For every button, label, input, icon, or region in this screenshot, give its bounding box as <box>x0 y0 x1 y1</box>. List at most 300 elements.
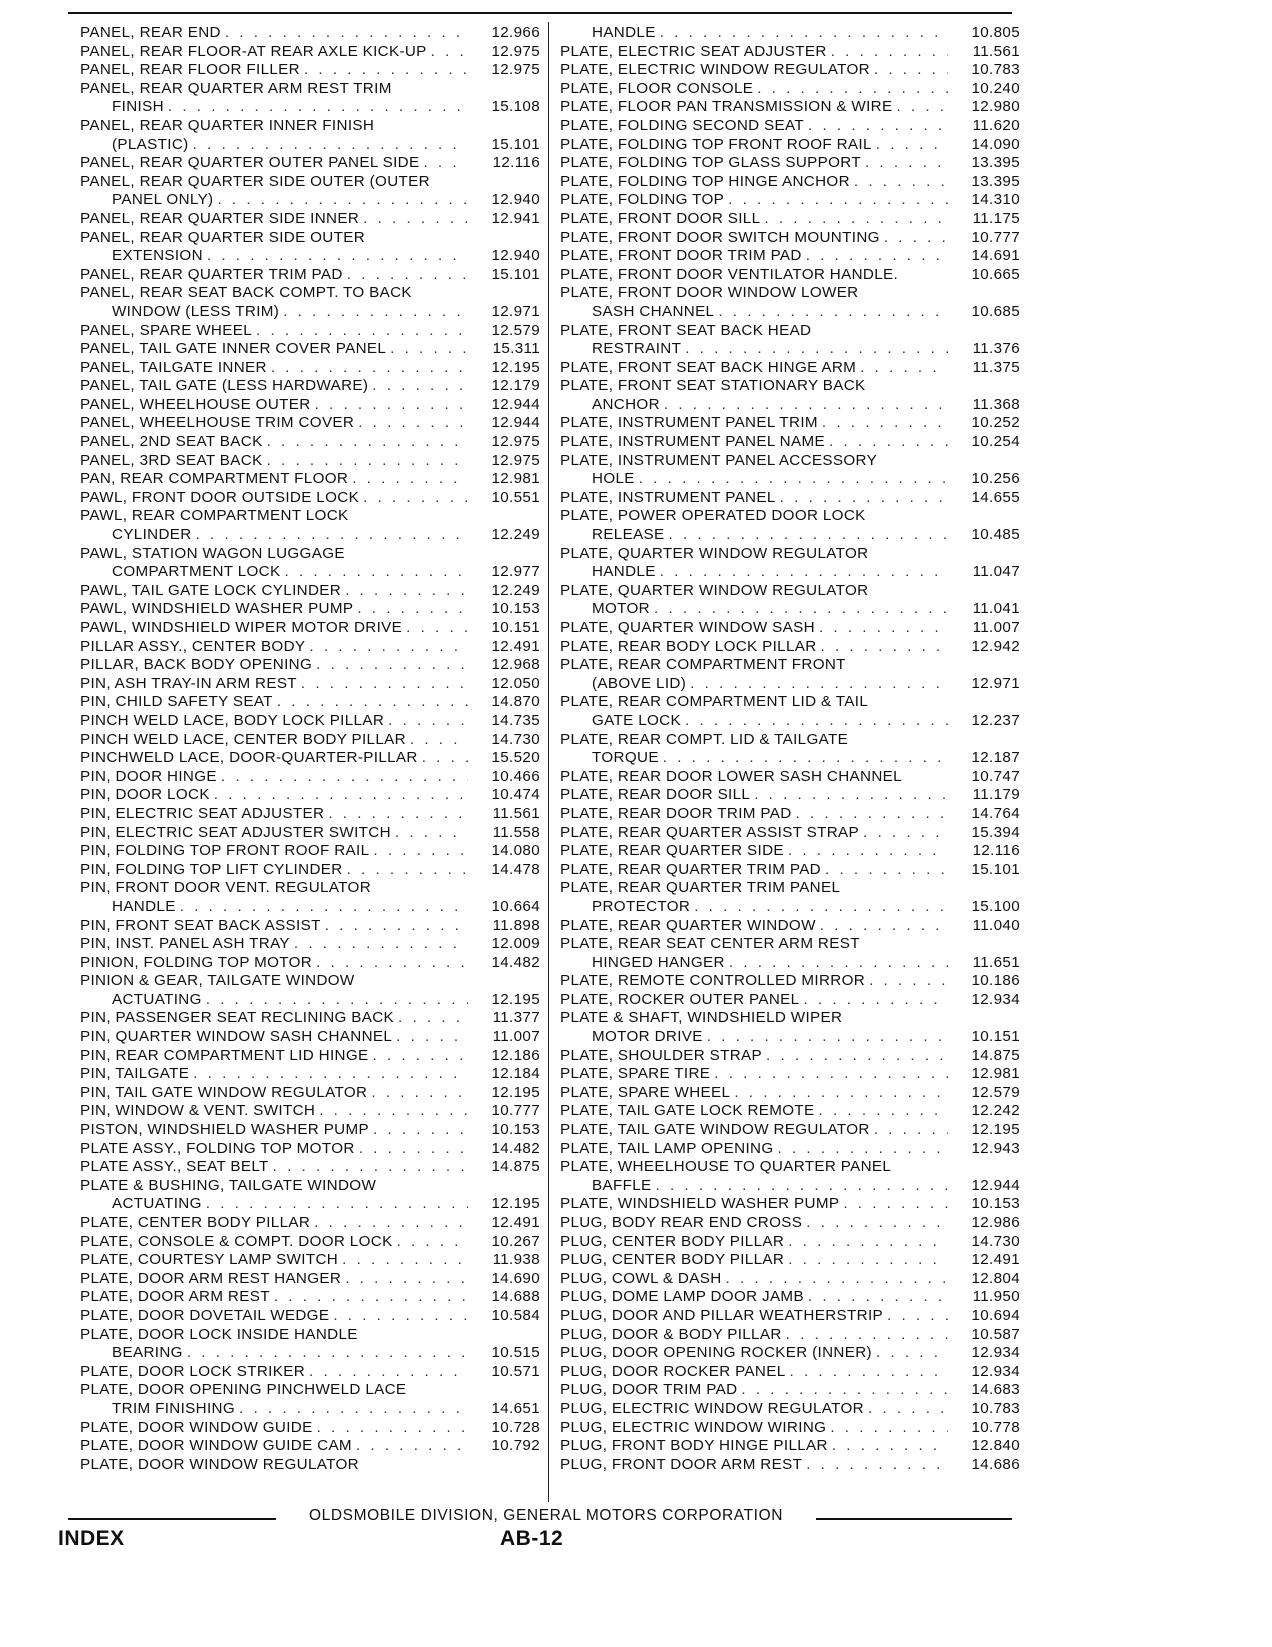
index-entry <box>80 229 540 248</box>
index-entry <box>80 489 540 508</box>
entry-text: PANEL ONLY) <box>112 191 214 209</box>
entry-page-ref: 12.944 <box>491 414 540 432</box>
entry-text: PLATE, FOLDING TOP HINGE ANCHOR <box>560 172 850 190</box>
entry-text: PANEL, 2ND SEAT BACK <box>80 433 263 451</box>
entry-text: ANCHOR <box>592 395 660 413</box>
entry-text: PLATE, DOOR LOCK STRIKER <box>80 1362 306 1380</box>
leader-dots <box>390 340 468 359</box>
entry-text: PLATE ASSY., FOLDING TOP MOTOR <box>80 1139 355 1157</box>
entry-text: PLATE, CENTER BODY PILLAR <box>80 1214 311 1231</box>
leader-dots <box>854 173 948 192</box>
entry-text: PLUG, FRONT BODY HINGE PILLAR <box>560 1437 828 1455</box>
index-entry <box>80 191 540 210</box>
entry-text: PIN, FRONT DOOR VENT. REGULATOR <box>80 879 372 897</box>
index-entry <box>560 98 1020 117</box>
entry-text: PLATE, DOOR LOCK INSIDE HANDLE <box>80 1325 358 1343</box>
entry-text: PLATE, DOOR WINDOW REGULATOR <box>80 1455 359 1473</box>
index-entry <box>80 1326 540 1345</box>
index-entry <box>560 1363 1020 1382</box>
entry-text: PLATE, TAIL GATE LOCK REMOTE <box>560 1102 815 1120</box>
leader-dots <box>726 1270 948 1289</box>
index-entry <box>560 1195 1020 1214</box>
entry-page-ref: 10.777 <box>491 1102 540 1120</box>
leader-dots <box>196 526 468 545</box>
entry-text: PANEL, SPARE WHEEL <box>80 321 253 339</box>
entry-text: HOLE <box>592 470 635 488</box>
index-entry <box>80 322 540 341</box>
entry-page-ref: 11.041 <box>972 600 1020 618</box>
entry-text: PISTON, WINDSHIELD WASHER PUMP <box>80 1121 369 1139</box>
entry-page-ref: 15.101 <box>971 860 1020 878</box>
leader-dots <box>664 396 948 415</box>
entry-text: PLATE, INSTRUMENT PANEL NAME <box>560 433 825 451</box>
leader-dots <box>808 1288 948 1307</box>
leader-dots <box>333 1307 468 1326</box>
entry-page-ref: 12.977 <box>491 563 540 581</box>
entry-text: PIN, WINDOW & VENT. SWITCH <box>80 1102 316 1120</box>
leader-dots <box>301 675 468 694</box>
index-entry <box>560 1102 1020 1121</box>
entry-page-ref: 12.981 <box>971 1065 1020 1083</box>
entry-text: PLATE, DOOR DOVETAIL WEDGE <box>80 1306 330 1324</box>
top-rule <box>68 12 1012 14</box>
index-entry <box>80 1158 540 1177</box>
index-entry <box>80 1102 540 1121</box>
index-entry <box>80 1363 540 1382</box>
index-entry <box>560 489 1020 508</box>
entry-page-ref: 11.007 <box>972 619 1020 636</box>
index-entry <box>80 675 540 694</box>
leader-dots <box>347 861 468 880</box>
entry-page-ref: 14.688 <box>491 1288 540 1306</box>
entry-text: PLUG, DOOR ROCKER PANEL <box>560 1362 786 1380</box>
entry-text: PANEL, TAIL GATE (LESS HARDWARE) <box>80 377 369 395</box>
entry-page-ref: 10.256 <box>971 470 1020 488</box>
index-entry <box>80 1065 540 1084</box>
index-entry <box>560 1214 1020 1233</box>
index-entry <box>80 1140 540 1159</box>
entry-page-ref: 10.240 <box>971 79 1020 97</box>
entry-page-ref: 11.375 <box>972 358 1020 376</box>
entry-page-ref: 10.151 <box>491 619 540 636</box>
entry-text: PINCH WELD LACE, CENTER BODY PILLAR <box>80 730 406 748</box>
entry-text: HINGED HANGER <box>592 953 725 971</box>
entry-text: PIN, FRONT SEAT BACK ASSIST <box>80 916 321 934</box>
entry-page-ref: 12.966 <box>491 24 540 41</box>
leader-dots <box>206 991 468 1010</box>
leader-dots <box>271 359 468 378</box>
leader-dots <box>363 210 468 229</box>
index-entry <box>560 1437 1020 1456</box>
leader-dots <box>317 1419 468 1438</box>
index-entry <box>80 266 540 285</box>
index-entry <box>560 824 1020 843</box>
entry-text: HANDLE <box>592 24 656 41</box>
leader-dots <box>214 786 468 805</box>
leader-dots <box>831 43 948 62</box>
entry-text: PIN, ASH TRAY-IN ARM REST <box>80 674 297 692</box>
index-entry <box>560 842 1020 861</box>
entry-page-ref: 10.466 <box>491 767 540 785</box>
entry-page-ref: 12.579 <box>491 321 540 339</box>
entry-page-ref: 12.968 <box>491 656 540 674</box>
index-entry <box>80 1288 540 1307</box>
index-entry <box>560 1121 1020 1140</box>
entry-page-ref: 11.377 <box>492 1009 540 1027</box>
leader-dots <box>896 98 948 117</box>
leader-dots <box>193 136 468 155</box>
leader-dots <box>396 1028 468 1047</box>
leader-dots <box>656 1177 949 1196</box>
entry-text: TORQUE <box>592 749 659 767</box>
index-entry <box>560 1344 1020 1363</box>
leader-dots <box>388 712 468 731</box>
leader-dots <box>843 1195 948 1214</box>
index-entry <box>80 879 540 898</box>
entry-text: ACTUATING <box>112 990 202 1008</box>
entry-page-ref: 12.179 <box>491 377 540 395</box>
leader-dots <box>832 1437 948 1456</box>
entry-page-ref: 10.728 <box>491 1418 540 1436</box>
leader-dots <box>669 526 948 545</box>
entry-text: PIN, INST. PANEL ASH TRAY <box>80 935 290 953</box>
entry-text: PAN, REAR COMPARTMENT FLOOR <box>80 470 349 488</box>
entry-page-ref: 10.805 <box>971 24 1020 41</box>
entry-text: RELEASE <box>592 526 665 544</box>
index-entry <box>80 303 540 322</box>
index-entry <box>560 470 1020 489</box>
leader-dots <box>741 1381 948 1400</box>
entry-page-ref: 15.108 <box>491 98 540 116</box>
index-entry <box>80 1344 540 1363</box>
index-entry <box>560 1419 1020 1438</box>
leader-dots <box>825 861 948 880</box>
entry-text: PLATE, FOLDING TOP <box>560 191 725 209</box>
entry-text: PIN, FOLDING TOP LIFT CYLINDER <box>80 860 343 878</box>
index-entry <box>80 805 540 824</box>
leader-dots <box>887 1307 948 1326</box>
index-entry <box>80 433 540 452</box>
leader-dots <box>863 824 948 843</box>
index-entry <box>560 675 1020 694</box>
entry-page-ref: 11.558 <box>492 823 540 841</box>
index-entry <box>560 563 1020 582</box>
entry-text: PLATE, REAR COMPARTMENT FRONT <box>560 656 846 674</box>
entry-text: RESTRAINT <box>592 340 682 358</box>
entry-text: PLATE, COURTESY LAMP SWITCH <box>80 1251 339 1269</box>
entry-text: MOTOR <box>592 600 650 618</box>
index-entry <box>560 507 1020 526</box>
leader-dots <box>660 563 948 582</box>
entry-page-ref: 14.870 <box>491 693 540 711</box>
entry-text: PLATE, REAR COMPT. LID & TAILGATE <box>560 730 849 748</box>
index-entry <box>560 359 1020 378</box>
entry-text: PLATE, REAR QUARTER WINDOW <box>560 916 816 934</box>
entry-text: PLATE, WHEELHOUSE TO QUARTER PANEL <box>560 1158 892 1176</box>
entry-text: PLATE, REAR BODY LOCK PILLAR <box>560 637 817 655</box>
entry-page-ref: 12.981 <box>491 470 540 488</box>
entry-page-ref: 12.195 <box>971 1121 1020 1139</box>
entry-page-ref: 14.651 <box>491 1399 540 1417</box>
leader-dots <box>869 972 948 991</box>
entry-text: PLUG, DOOR AND PILLAR WEATHERSTRIP <box>560 1306 884 1324</box>
entry-page-ref: 12.840 <box>971 1437 1020 1455</box>
leader-dots <box>373 842 468 861</box>
index-entry <box>560 377 1020 396</box>
leader-dots <box>685 712 948 731</box>
entry-page-ref: 14.690 <box>491 1269 540 1287</box>
leader-dots <box>217 191 468 210</box>
leader-dots <box>309 1363 468 1382</box>
index-entry <box>80 563 540 582</box>
index-entry <box>80 154 540 173</box>
index-entry <box>560 749 1020 768</box>
entry-page-ref: 14.080 <box>491 842 540 860</box>
leader-dots <box>363 489 468 508</box>
entry-text: PIN, QUARTER WINDOW SASH CHANNEL <box>80 1028 393 1046</box>
entry-text: PLATE, FRONT DOOR SILL <box>560 209 761 227</box>
entry-page-ref: 12.934 <box>971 990 1020 1008</box>
leader-dots <box>168 98 468 117</box>
entry-text: PILLAR, BACK BODY OPENING <box>80 656 313 674</box>
index-entry <box>80 117 540 136</box>
entry-text: PLATE, REAR SEAT CENTER ARM REST <box>560 935 860 953</box>
entry-text: MOTOR DRIVE <box>592 1028 703 1046</box>
entry-page-ref: 12.050 <box>491 674 540 692</box>
entry-text: CYLINDER <box>112 526 192 544</box>
entry-text: PANEL, REAR QUARTER SIDE INNER <box>80 209 360 227</box>
leader-dots <box>778 1140 949 1159</box>
entry-text: PLATE, ROCKER OUTER PANEL <box>560 990 800 1008</box>
page-number: AB-12 <box>500 1527 564 1550</box>
index-entry <box>560 191 1020 210</box>
entry-page-ref: 10.485 <box>971 526 1020 544</box>
entry-page-ref: 12.934 <box>971 1362 1020 1380</box>
entry-page-ref: 14.691 <box>971 247 1020 265</box>
index-entry <box>80 1009 540 1028</box>
entry-text: PLATE, DOOR WINDOW GUIDE CAM <box>80 1437 352 1455</box>
index-entry <box>80 452 540 471</box>
entry-text: PLUG, FRONT DOOR ARM REST <box>560 1455 803 1473</box>
entry-page-ref: 15.100 <box>971 897 1020 915</box>
leader-dots <box>868 1400 948 1419</box>
leader-dots <box>690 675 948 694</box>
entry-page-ref: 12.249 <box>491 526 540 544</box>
leader-dots <box>345 582 468 601</box>
entry-text: PANEL, REAR END <box>80 24 221 41</box>
leader-dots <box>371 1084 468 1103</box>
entry-text: PIN, DOOR HINGE <box>80 767 217 785</box>
entry-page-ref: 10.254 <box>971 433 1020 451</box>
leader-dots <box>356 1437 468 1456</box>
index-entry <box>560 117 1020 136</box>
leader-dots <box>325 917 468 936</box>
entry-page-ref: 12.579 <box>971 1083 1020 1101</box>
index-entry <box>80 470 540 489</box>
leader-dots <box>714 1065 948 1084</box>
entry-text: PLATE, CONSOLE & COMPT. DOOR LOCK <box>80 1232 393 1250</box>
entry-page-ref: 12.971 <box>971 674 1020 692</box>
leader-dots <box>180 898 468 917</box>
entry-text: PAWL, TAIL GATE LOCK CYLINDER <box>80 581 342 599</box>
leader-dots <box>829 433 948 452</box>
entry-page-ref: 14.478 <box>491 860 540 878</box>
index-entry <box>560 991 1020 1010</box>
index-entry <box>80 1121 540 1140</box>
entry-page-ref: 14.764 <box>971 804 1020 822</box>
entry-page-ref: 12.186 <box>491 1046 540 1064</box>
index-entry <box>560 43 1020 62</box>
entry-page-ref: 10.153 <box>491 600 540 618</box>
entry-text: PANEL, REAR QUARTER SIDE OUTER <box>80 228 366 246</box>
index-entry <box>560 1177 1020 1196</box>
entry-page-ref: 11.368 <box>972 395 1020 413</box>
leader-dots <box>757 80 948 99</box>
entry-text: PLATE, FOLDING TOP FRONT ROOF RAIL <box>560 135 872 153</box>
leader-dots <box>207 247 468 266</box>
entry-page-ref: 12.116 <box>492 154 540 172</box>
index-entry <box>80 582 540 601</box>
entry-page-ref: 12.116 <box>972 842 1020 860</box>
entry-page-ref: 10.252 <box>971 414 1020 432</box>
index-entry <box>80 1028 540 1047</box>
entry-text: PLATE, INSTRUMENT PANEL <box>560 488 776 506</box>
entry-page-ref: 15.101 <box>491 135 540 153</box>
index-entry <box>80 712 540 731</box>
leader-dots <box>806 247 948 266</box>
entry-page-ref: 12.942 <box>971 637 1020 655</box>
index-entry <box>80 1381 540 1400</box>
index-entry <box>560 1456 1020 1475</box>
index-entry <box>560 303 1020 322</box>
entry-page-ref: 10.571 <box>491 1362 540 1380</box>
index-entry <box>80 396 540 415</box>
entry-page-ref: 15.520 <box>491 749 540 767</box>
leader-dots <box>728 191 948 210</box>
entry-text: PLATE & BUSHING, TAILGATE WINDOW <box>80 1176 377 1194</box>
leader-dots <box>315 396 468 415</box>
index-entry <box>560 340 1020 359</box>
column-divider <box>548 22 549 1502</box>
index-entry <box>80 1233 540 1252</box>
leader-dots <box>803 991 948 1010</box>
entry-text: (PLASTIC) <box>112 135 189 153</box>
entry-page-ref: 10.584 <box>491 1306 540 1324</box>
entry-page-ref: 14.875 <box>971 1046 1020 1064</box>
leader-dots <box>373 1121 468 1140</box>
entry-text: PLUG, DOME LAMP DOOR JAMB <box>560 1288 804 1306</box>
index-entry <box>560 1326 1020 1345</box>
entry-text: PANEL, TAILGATE INNER <box>80 358 267 376</box>
entry-page-ref: 12.940 <box>491 191 540 209</box>
entry-text: PIN, ELECTRIC SEAT ADJUSTER <box>80 804 325 822</box>
index-entry <box>80 1084 540 1103</box>
leader-dots <box>819 619 948 638</box>
index-entry <box>560 396 1020 415</box>
entry-page-ref: 12.940 <box>491 247 540 265</box>
entry-text: PANEL, REAR FLOOR-AT REAR AXLE KICK-UP <box>80 42 427 60</box>
leader-dots <box>788 842 948 861</box>
leader-dots <box>352 470 468 489</box>
index-entry <box>560 526 1020 545</box>
entry-text: PINION & GEAR, TAILGATE WINDOW <box>80 972 355 990</box>
leader-dots <box>788 1233 948 1252</box>
entry-text: PANEL, TAIL GATE INNER COVER PANEL <box>80 340 387 358</box>
index-entry <box>560 786 1020 805</box>
entry-text: PLATE, REAR COMPARTMENT LID & TAIL <box>560 693 869 711</box>
index-entry <box>80 731 540 750</box>
leader-dots <box>654 600 948 619</box>
index-entry <box>80 638 540 657</box>
index-entry <box>80 861 540 880</box>
index-entry <box>560 619 1020 638</box>
footer-rule-right <box>816 1518 1012 1520</box>
leader-dots <box>820 917 948 936</box>
entry-page-ref: 13.395 <box>971 172 1020 190</box>
entry-page-ref: 14.730 <box>971 1232 1020 1250</box>
entry-page-ref: 11.561 <box>492 804 540 822</box>
footer-publisher: OLDSMOBILE DIVISION, GENERAL MOTORS CORPORATION <box>308 1507 784 1524</box>
leader-dots <box>267 452 468 471</box>
entry-text: PLATE, DOOR WINDOW GUIDE <box>80 1418 313 1436</box>
entry-text: PLATE, FOLDING TOP GLASS SUPPORT <box>560 154 861 172</box>
index-entry <box>80 917 540 936</box>
index-entry <box>80 173 540 192</box>
entry-text: PLATE, FRONT DOOR TRIM PAD <box>560 247 802 265</box>
leader-dots <box>239 1400 468 1419</box>
leader-dots <box>639 470 948 489</box>
entry-page-ref: 12.491 <box>971 1251 1020 1269</box>
entry-text: PIN, CHILD SAFETY SEAT <box>80 693 273 711</box>
entry-text: PIN, FOLDING TOP FRONT ROOF RAIL <box>80 842 370 860</box>
entry-page-ref: 10.153 <box>491 1121 540 1139</box>
entry-text: PAWL, REAR COMPARTMENT LOCK <box>80 507 349 525</box>
index-entry <box>80 768 540 787</box>
entry-text: PANEL, REAR QUARTER ARM REST TRIM <box>80 79 392 97</box>
leader-dots <box>342 1251 468 1270</box>
entry-page-ref: 12.975 <box>491 451 540 469</box>
leader-dots <box>822 414 948 433</box>
leader-dots <box>694 898 948 917</box>
leader-dots <box>821 638 948 657</box>
entry-text: PLATE, POWER OPERATED DOOR LOCK <box>560 507 866 525</box>
entry-page-ref: 10.151 <box>971 1028 1020 1046</box>
index-entry <box>560 414 1020 433</box>
entry-page-ref: 12.975 <box>491 42 540 60</box>
entry-page-ref: 14.482 <box>491 1139 540 1157</box>
index-entry <box>80 954 540 973</box>
index-entry <box>560 136 1020 155</box>
entry-text: PLATE, FLOOR PAN TRANSMISSION & WIRE <box>560 98 893 116</box>
entry-text: PLUG, CENTER BODY PILLAR <box>560 1251 785 1269</box>
entry-page-ref: 10.153 <box>971 1195 1020 1213</box>
index-entry <box>560 600 1020 619</box>
entry-page-ref: 10.186 <box>971 972 1020 990</box>
index-entry <box>80 1307 540 1326</box>
leader-dots <box>225 24 468 43</box>
entry-text: PLATE, FRONT SEAT BACK HEAD <box>560 321 812 339</box>
index-column-right <box>560 24 1020 1474</box>
leader-dots <box>423 154 468 173</box>
entry-text: PINCHWELD LACE, DOOR-QUARTER-PILLAR <box>80 749 418 767</box>
entry-page-ref: 12.943 <box>971 1139 1020 1157</box>
entry-page-ref: 12.195 <box>491 1083 540 1101</box>
index-entry <box>80 526 540 545</box>
index-entry <box>80 1437 540 1456</box>
entry-page-ref: 12.986 <box>971 1214 1020 1231</box>
entry-page-ref: 14.655 <box>971 488 1020 506</box>
entry-text: HANDLE <box>112 897 176 915</box>
